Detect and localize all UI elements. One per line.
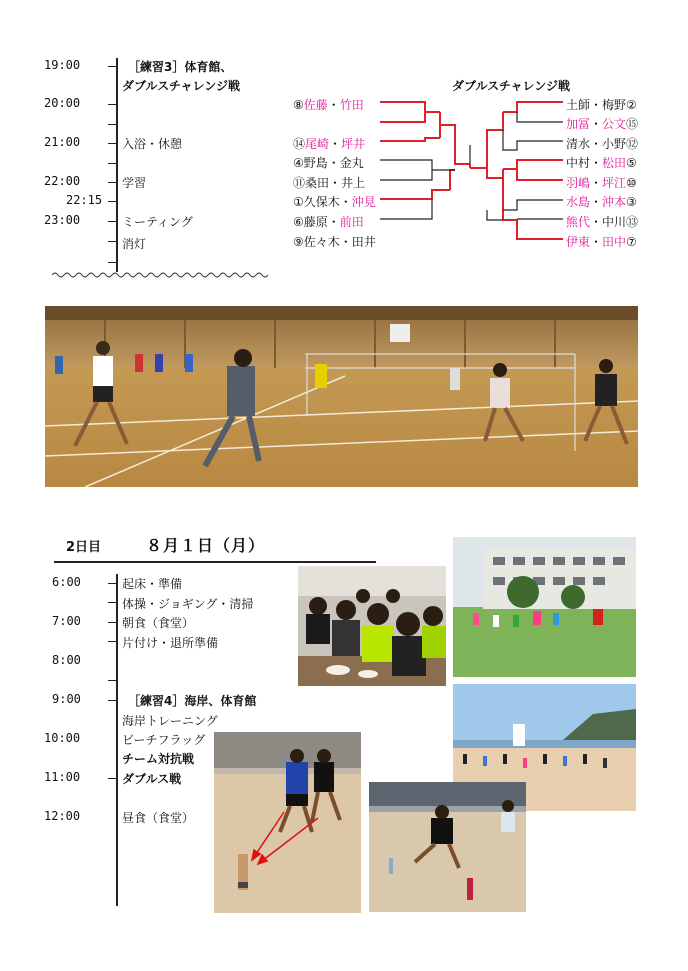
tick xyxy=(108,66,116,67)
player-name: 佐々木 xyxy=(303,235,340,249)
team-separator: ・ xyxy=(590,235,603,249)
time-900: 9:00 xyxy=(52,692,81,706)
bracket-right-team xyxy=(566,115,638,132)
beach-flag-item: ビーチフラッグ xyxy=(122,733,206,747)
seed-number: ① xyxy=(293,195,304,209)
bracket-left-team xyxy=(293,193,376,210)
bracket-left-team xyxy=(293,154,364,171)
lights-out-item: 消灯 xyxy=(122,237,147,251)
wavy-divider xyxy=(52,271,272,279)
team-separator: ・ xyxy=(590,176,603,190)
wake-item: 起床・準備 xyxy=(122,577,183,591)
cafeteria-breakfast-photo xyxy=(298,566,446,686)
player-name: 野島 xyxy=(303,156,328,170)
bath-item: 入浴・休憩 xyxy=(122,137,183,151)
player-name: 竹田 xyxy=(339,98,364,112)
player-name: 尾崎 xyxy=(305,137,330,151)
team-separator: ・ xyxy=(339,195,352,209)
tick xyxy=(108,104,116,105)
seed-number: ④ xyxy=(293,156,304,170)
bracket-right-team xyxy=(566,233,637,250)
team-separator: ・ xyxy=(590,98,603,112)
tick xyxy=(108,778,116,779)
player-name: 小野 xyxy=(602,137,627,151)
player-name: 藤原 xyxy=(303,215,328,229)
seed-number: ⑨ xyxy=(293,235,304,249)
team-separator: ・ xyxy=(327,215,340,229)
day2-label: 2日目 xyxy=(66,540,102,555)
tick xyxy=(108,602,116,603)
tick xyxy=(108,182,116,183)
time-600: 6:00 xyxy=(52,575,81,589)
day2-underline xyxy=(54,561,376,563)
tick xyxy=(108,680,116,681)
team-match-item: チーム対抗戦 xyxy=(122,752,195,766)
player-name: 梅野 xyxy=(602,98,627,112)
player-name: 金丸 xyxy=(339,156,364,170)
gym-badminton-photo xyxy=(45,306,638,487)
player-name: 井上 xyxy=(341,176,366,190)
tick xyxy=(108,262,116,263)
player-name: 田井 xyxy=(351,235,376,249)
seed-number: ② xyxy=(626,98,637,112)
time-1900: 19:00 xyxy=(44,58,81,72)
tick xyxy=(108,241,116,242)
bracket-left-team xyxy=(293,233,376,250)
player-name: 沖見 xyxy=(351,195,376,209)
team-separator: ・ xyxy=(590,156,603,170)
timeline-line-day1 xyxy=(116,58,118,272)
team-separator: ・ xyxy=(590,117,603,131)
seed-number: ⑬ xyxy=(626,215,639,229)
seed-number: ⑤ xyxy=(626,156,637,170)
player-name: 加冨 xyxy=(566,117,591,131)
tick xyxy=(108,700,116,701)
time-1200: 12:00 xyxy=(44,809,81,823)
seed-number: ⑧ xyxy=(293,98,304,112)
player-name: 熊代 xyxy=(566,215,591,229)
bracket-left-team xyxy=(293,96,364,113)
bracket-left-team xyxy=(293,174,365,191)
bracket-right-team xyxy=(566,135,638,152)
timeline-line-day2 xyxy=(116,574,118,906)
practice3-sub: ダブルスチャレンジ戦 xyxy=(122,79,240,93)
time-2200: 22:00 xyxy=(44,174,81,188)
bracket-right-team xyxy=(566,193,637,210)
exercise-item: 体操・ジョギング・清掃 xyxy=(122,597,254,611)
bracket-right-team xyxy=(566,174,637,191)
seed-number: ⑮ xyxy=(626,117,639,131)
meeting-item: ミーティング xyxy=(122,215,193,229)
doubles-item: ダブルス戦 xyxy=(122,772,182,786)
team-separator: ・ xyxy=(329,176,342,190)
team-separator: ・ xyxy=(590,195,603,209)
bracket-left-team xyxy=(293,213,364,230)
lunch-item: 昼食（食堂） xyxy=(122,811,195,825)
bracket-title: ダブルスチャレンジ戦 xyxy=(452,79,570,93)
seed-number: ⑪ xyxy=(293,176,306,190)
player-name: 桑田 xyxy=(305,176,330,190)
bracket-lines-right xyxy=(455,90,565,250)
bracket-right-team xyxy=(566,213,638,230)
team-separator: ・ xyxy=(590,137,603,151)
tick xyxy=(108,124,116,125)
seed-number: ⑩ xyxy=(626,176,637,190)
team-separator: ・ xyxy=(590,215,603,229)
study-item: 学習 xyxy=(122,176,147,190)
player-name: 佐藤 xyxy=(303,98,328,112)
team-separator: ・ xyxy=(329,137,342,151)
time-2215: 22:15 xyxy=(66,193,103,207)
time-2100: 21:00 xyxy=(44,135,81,149)
player-name: 公文 xyxy=(602,117,627,131)
seed-number: ⑦ xyxy=(626,235,637,249)
bracket-left-team xyxy=(293,135,365,152)
player-name: 坪江 xyxy=(602,176,627,190)
beach-run-photo xyxy=(369,782,526,912)
practice4-title: ［練習4］海岸、体育館 xyxy=(128,694,257,708)
practice3-title: ［練習3］体育館、 xyxy=(128,60,233,74)
player-name: 前田 xyxy=(339,215,364,229)
player-name: 清水 xyxy=(566,137,591,151)
player-name: 羽嶋 xyxy=(566,176,591,190)
beach-training-item: 海岸トレーニング xyxy=(122,714,218,728)
player-name: 伊東 xyxy=(566,235,591,249)
time-2300: 23:00 xyxy=(44,213,81,227)
beach-flag-photo xyxy=(214,732,361,913)
time-800: 8:00 xyxy=(52,653,81,667)
time-1000: 10:00 xyxy=(44,731,81,745)
tick xyxy=(108,622,116,623)
seed-number: ⑥ xyxy=(293,215,304,229)
day2-date: ８月１日（月） xyxy=(146,536,266,555)
time-1100: 11:00 xyxy=(44,770,81,784)
school-field-photo xyxy=(453,537,636,677)
tick xyxy=(108,163,116,164)
player-name: 久保木 xyxy=(303,195,340,209)
time-2000: 20:00 xyxy=(44,96,81,110)
team-separator: ・ xyxy=(339,235,352,249)
tick xyxy=(108,201,116,202)
player-name: 土師 xyxy=(566,98,591,112)
breakfast-item: 朝食（食堂） xyxy=(122,616,195,630)
tick xyxy=(108,143,116,144)
player-name: 松田 xyxy=(602,156,627,170)
player-name: 坪井 xyxy=(341,137,366,151)
player-name: 田中 xyxy=(602,235,627,249)
team-separator: ・ xyxy=(327,156,340,170)
player-name: 水島 xyxy=(566,195,591,209)
tick xyxy=(108,221,116,222)
tick xyxy=(108,641,116,642)
bracket-right-team xyxy=(566,96,637,113)
cleanup-item: 片付け・退所準備 xyxy=(122,636,219,650)
seed-number: ③ xyxy=(626,195,637,209)
seed-number: ⑭ xyxy=(293,137,306,151)
player-name: 沖本 xyxy=(602,195,627,209)
bracket-right-team xyxy=(566,154,637,171)
seed-number: ⑫ xyxy=(626,137,639,151)
player-name: 中川 xyxy=(602,215,627,229)
team-separator: ・ xyxy=(327,98,340,112)
time-700: 7:00 xyxy=(52,614,81,628)
tick xyxy=(108,583,116,584)
player-name: 中村 xyxy=(566,156,591,170)
